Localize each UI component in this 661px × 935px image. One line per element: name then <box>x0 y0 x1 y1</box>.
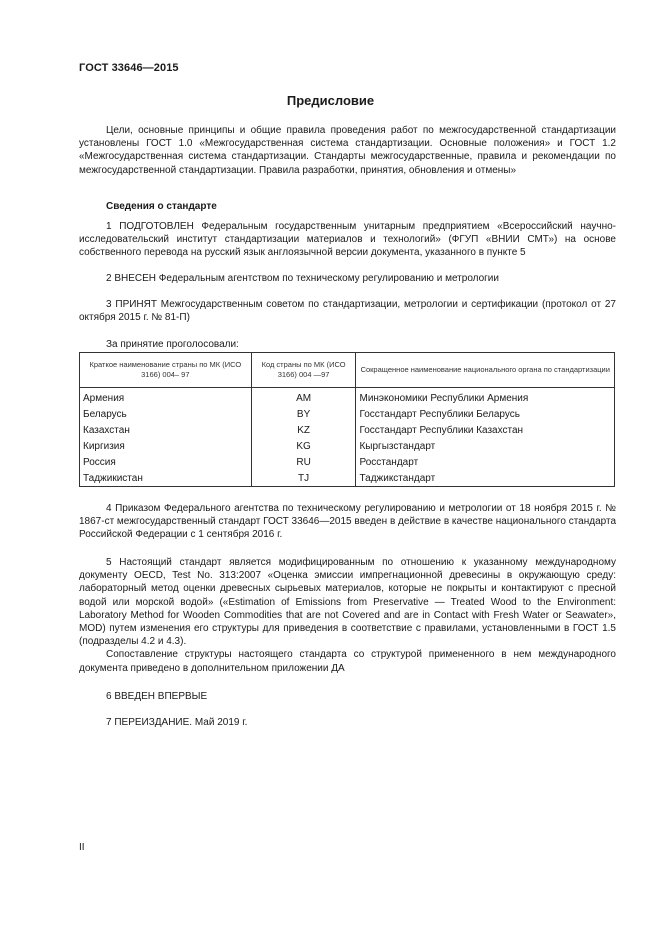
body-cell: Таджикстандарт <box>356 470 615 487</box>
column-header-body: Сокращенное наименование национального органа по стандартизации <box>356 353 615 388</box>
table-row <box>80 438 615 454</box>
country-cell: Армения <box>80 388 252 407</box>
table-row <box>80 406 615 422</box>
item-6-paragraph <box>79 690 616 703</box>
item-2-paragraph <box>79 272 616 285</box>
body-cell: Кыргызстандарт <box>356 438 615 454</box>
voted-caption-block <box>79 338 616 351</box>
page-title: Предисловие <box>286 93 375 108</box>
item-2-text: 2 ВНЕСЕН Федеральным агентством по техническому регулированию и метрологии <box>106 273 499 284</box>
page-number: II <box>79 842 85 853</box>
code-cell: AM <box>251 388 356 407</box>
country-cell: Беларусь <box>80 406 252 422</box>
item-4-text: 4 Приказом Федерального агентства по техническому регулированию и метрологии от 18 ноября 2015 г. № 1867-ст межгосударственный стандарт ГОСТ 33646—2015 введен в действие в качестве национального стандарта Российской Федерации с 1 сентября 2016 г. <box>79 503 617 541</box>
info-heading: Сведения о стандарте <box>106 201 217 212</box>
item-7-paragraph <box>79 716 616 729</box>
country-cell: Россия <box>80 454 252 470</box>
table-header-row <box>80 353 615 388</box>
table-row <box>80 422 615 438</box>
body-cell: Госстандарт Республики Казахстан <box>356 422 615 438</box>
column-header-code: Код страны по МК (ИСО 3166) 004 —97 <box>251 353 356 388</box>
item-6-text: 6 ВВЕДЕН ВПЕРВЫЕ <box>106 691 208 702</box>
code-cell: TJ <box>251 470 356 487</box>
country-cell: Таджикистан <box>80 470 252 487</box>
country-cell: Казахстан <box>80 422 252 438</box>
item-3-text: 3 ПРИНЯТ Межгосударственным советом по стандартизации, метрологии и сертификации (протокол от 27 октября 2015 г. № 81-П) <box>79 299 616 324</box>
item-5-comparison-text: Сопоставление структуры настоящего стандарта со структурой примененного в нем международного документа приведено в дополнительном приложении ДА <box>79 649 616 674</box>
code-cell: RU <box>251 454 356 470</box>
body-cell: Минэкономики Республики Армения <box>356 388 615 407</box>
code-cell: BY <box>251 406 356 422</box>
voted-caption: За принятие проголосовали: <box>106 339 239 350</box>
intro-paragraph <box>79 124 616 177</box>
table-row <box>80 454 615 470</box>
item-5-paragraph <box>79 556 616 675</box>
column-header-country: Краткое наименование страны по МК (ИСО 3166) 004– 97 <box>80 353 252 388</box>
body-cell: Госстандарт Республики Беларусь <box>356 406 615 422</box>
intro-text: Цели, основные принципы и общие правила проведения работ по межгосударственной стандартизации установлены ГОСТ 1.0 «Межгосударственная система стандартизации. Основные положения» и ГОСТ 1.2 «Межгосударственная система стандартизации. Стандарты межгосударственные, правила и рекомендации по межгосударственной стандартизации. Правила разработки, принятия, обновления и отмены» <box>79 125 616 176</box>
item-5-text: 5 Настоящий стандарт является модифицированным по отношению к указанному международному документу OECD, Test No. 313:2007 «Оценка эмиссии импрегнационной древесины в окружающую среду: лабораторный метод оценки древесных сырьевых материалов, которые не покрыты и контактируют с пресной водой или морской водой» («Estimation of Emissions from Preservative — Treated Wood to the Environment: Laboratory Method for Wooden Commodities that are not Covered and are in Contact with Fresh Water or Seawater», MOD) путем изменения его структуры для приведения в соответствие с правилами, установленными в ГОСТ 1.5 (подразделы 4.2 и 4.3). <box>79 557 616 648</box>
table-row <box>80 388 615 407</box>
body-cell: Росстандарт <box>356 454 615 470</box>
info-heading-block <box>79 200 616 213</box>
code-cell: KZ <box>251 422 356 438</box>
item-4-paragraph <box>79 502 616 542</box>
country-cell: Киргизия <box>80 438 252 454</box>
code-cell: KG <box>251 438 356 454</box>
item-1-paragraph <box>79 220 616 260</box>
item-3-paragraph <box>79 298 616 324</box>
item-1-text: 1 ПОДГОТОВЛЕН Федеральным государственным унитарным предприятием «Всероссийский научно-исследовательский институт стандартизации материалов и технологий» (ФГУП «ВНИИ СМТ») на основе собственного перевода на русский язык англоязычной версии документа, указанного в пункте 5 <box>79 221 616 259</box>
item-7-text: 7 ПЕРЕИЗДАНИЕ. Май 2019 г. <box>106 717 248 728</box>
document-header: ГОСТ 33646—2015 <box>79 62 179 74</box>
voting-countries-table <box>79 352 615 487</box>
table-row <box>80 470 615 487</box>
